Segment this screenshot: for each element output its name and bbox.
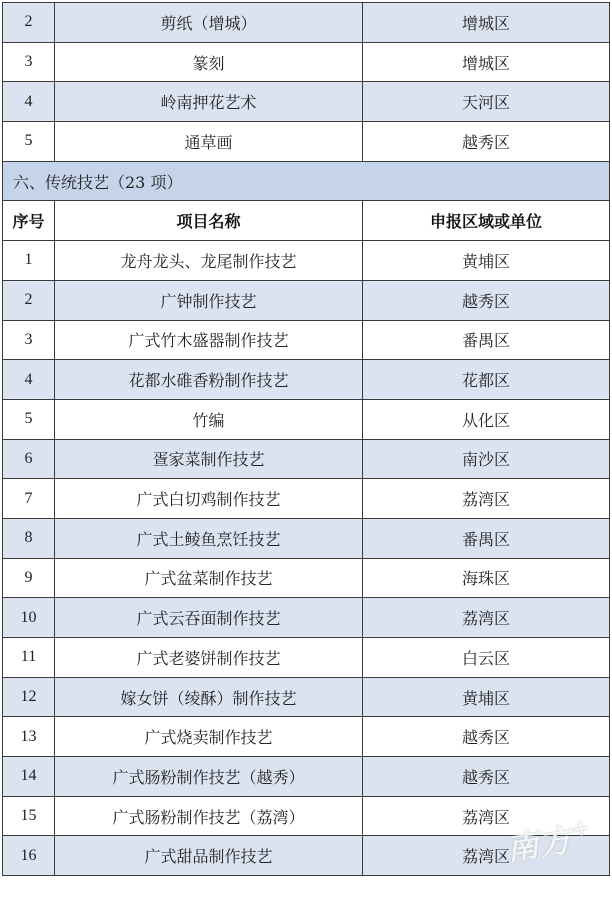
project-name: 嫁女饼（绫酥）制作技艺 xyxy=(55,677,363,717)
project-name: 广式肠粉制作技艺（荔湾） xyxy=(55,796,363,836)
project-name: 花都水碓香粉制作技艺 xyxy=(55,360,363,400)
project-name: 广式白切鸡制作技艺 xyxy=(55,479,363,519)
table-row xyxy=(3,836,610,876)
region: 增城区 xyxy=(363,42,610,82)
row-number: 16 xyxy=(3,836,55,876)
project-name: 广式烧卖制作技艺 xyxy=(55,717,363,757)
project-name: 广式盆菜制作技艺 xyxy=(55,558,363,598)
region: 海珠区 xyxy=(363,558,610,598)
watermark-text: 南方 xyxy=(504,820,575,868)
row-number: 2 xyxy=(3,3,55,43)
region: 越秀区 xyxy=(363,280,610,320)
table-row xyxy=(3,757,610,797)
row-number: 14 xyxy=(3,757,55,797)
project-name: 龙舟龙头、龙尾制作技艺 xyxy=(55,241,363,281)
row-number: 5 xyxy=(3,399,55,439)
region: 荔湾区 xyxy=(363,479,610,519)
row-number: 1 xyxy=(3,241,55,281)
row-number: 12 xyxy=(3,677,55,717)
heritage-table xyxy=(2,2,610,876)
project-name: 篆刻 xyxy=(55,42,363,82)
row-number: 13 xyxy=(3,717,55,757)
row-number: 8 xyxy=(3,518,55,558)
region: 荔湾区 xyxy=(363,796,610,836)
table-row xyxy=(3,479,610,519)
watermark-plus: + xyxy=(569,814,593,843)
region: 越秀区 xyxy=(363,757,610,797)
table-row xyxy=(3,399,610,439)
region: 黄埔区 xyxy=(363,677,610,717)
region: 白云区 xyxy=(363,638,610,678)
table-body xyxy=(3,3,610,876)
region: 南沙区 xyxy=(363,439,610,479)
project-name: 广式竹木盛器制作技艺 xyxy=(55,320,363,360)
project-name: 岭南押花艺术 xyxy=(55,82,363,122)
header-region: 申报区域或单位 xyxy=(363,201,610,241)
region: 增城区 xyxy=(363,3,610,43)
table-row xyxy=(3,677,610,717)
table-row xyxy=(3,241,610,281)
table-row xyxy=(3,717,610,757)
row-number: 9 xyxy=(3,558,55,598)
section-heading-row xyxy=(3,161,610,201)
project-name: 广式肠粉制作技艺（越秀） xyxy=(55,757,363,797)
project-name: 广式土鲮鱼烹饪技艺 xyxy=(55,518,363,558)
table-row xyxy=(3,82,610,122)
project-name: 竹编 xyxy=(55,399,363,439)
table-row xyxy=(3,439,610,479)
table-row xyxy=(3,320,610,360)
row-number: 5 xyxy=(3,122,55,162)
row-number: 4 xyxy=(3,82,55,122)
project-name: 广式老婆饼制作技艺 xyxy=(55,638,363,678)
table-row xyxy=(3,360,610,400)
table-row xyxy=(3,638,610,678)
table-row xyxy=(3,122,610,162)
table-header-row xyxy=(3,201,610,241)
table-row xyxy=(3,42,610,82)
project-name: 广式甜品制作技艺 xyxy=(55,836,363,876)
row-number: 2 xyxy=(3,280,55,320)
table-row xyxy=(3,796,610,836)
row-number: 10 xyxy=(3,598,55,638)
region: 番禺区 xyxy=(363,320,610,360)
table-row xyxy=(3,598,610,638)
project-name: 广式云吞面制作技艺 xyxy=(55,598,363,638)
table-row xyxy=(3,558,610,598)
project-name: 疍家菜制作技艺 xyxy=(55,439,363,479)
table-row xyxy=(3,518,610,558)
row-number: 11 xyxy=(3,638,55,678)
region: 荔湾区 xyxy=(363,836,610,876)
region: 番禺区 xyxy=(363,518,610,558)
row-number: 3 xyxy=(3,42,55,82)
row-number: 6 xyxy=(3,439,55,479)
region: 天河区 xyxy=(363,82,610,122)
region: 花都区 xyxy=(363,360,610,400)
header-number: 序号 xyxy=(3,201,55,241)
section-title: 六、传统技艺（23 项） xyxy=(3,161,610,201)
project-name: 通草画 xyxy=(55,122,363,162)
table-row xyxy=(3,280,610,320)
region: 从化区 xyxy=(363,399,610,439)
project-name: 剪纸（增城） xyxy=(55,3,363,43)
region: 黄埔区 xyxy=(363,241,610,281)
project-name: 广钟制作技艺 xyxy=(55,280,363,320)
row-number: 3 xyxy=(3,320,55,360)
table-row xyxy=(3,3,610,43)
region: 荔湾区 xyxy=(363,598,610,638)
row-number: 7 xyxy=(3,479,55,519)
header-name: 项目名称 xyxy=(55,201,363,241)
row-number: 15 xyxy=(3,796,55,836)
row-number: 4 xyxy=(3,360,55,400)
region: 越秀区 xyxy=(363,122,610,162)
region: 越秀区 xyxy=(363,717,610,757)
